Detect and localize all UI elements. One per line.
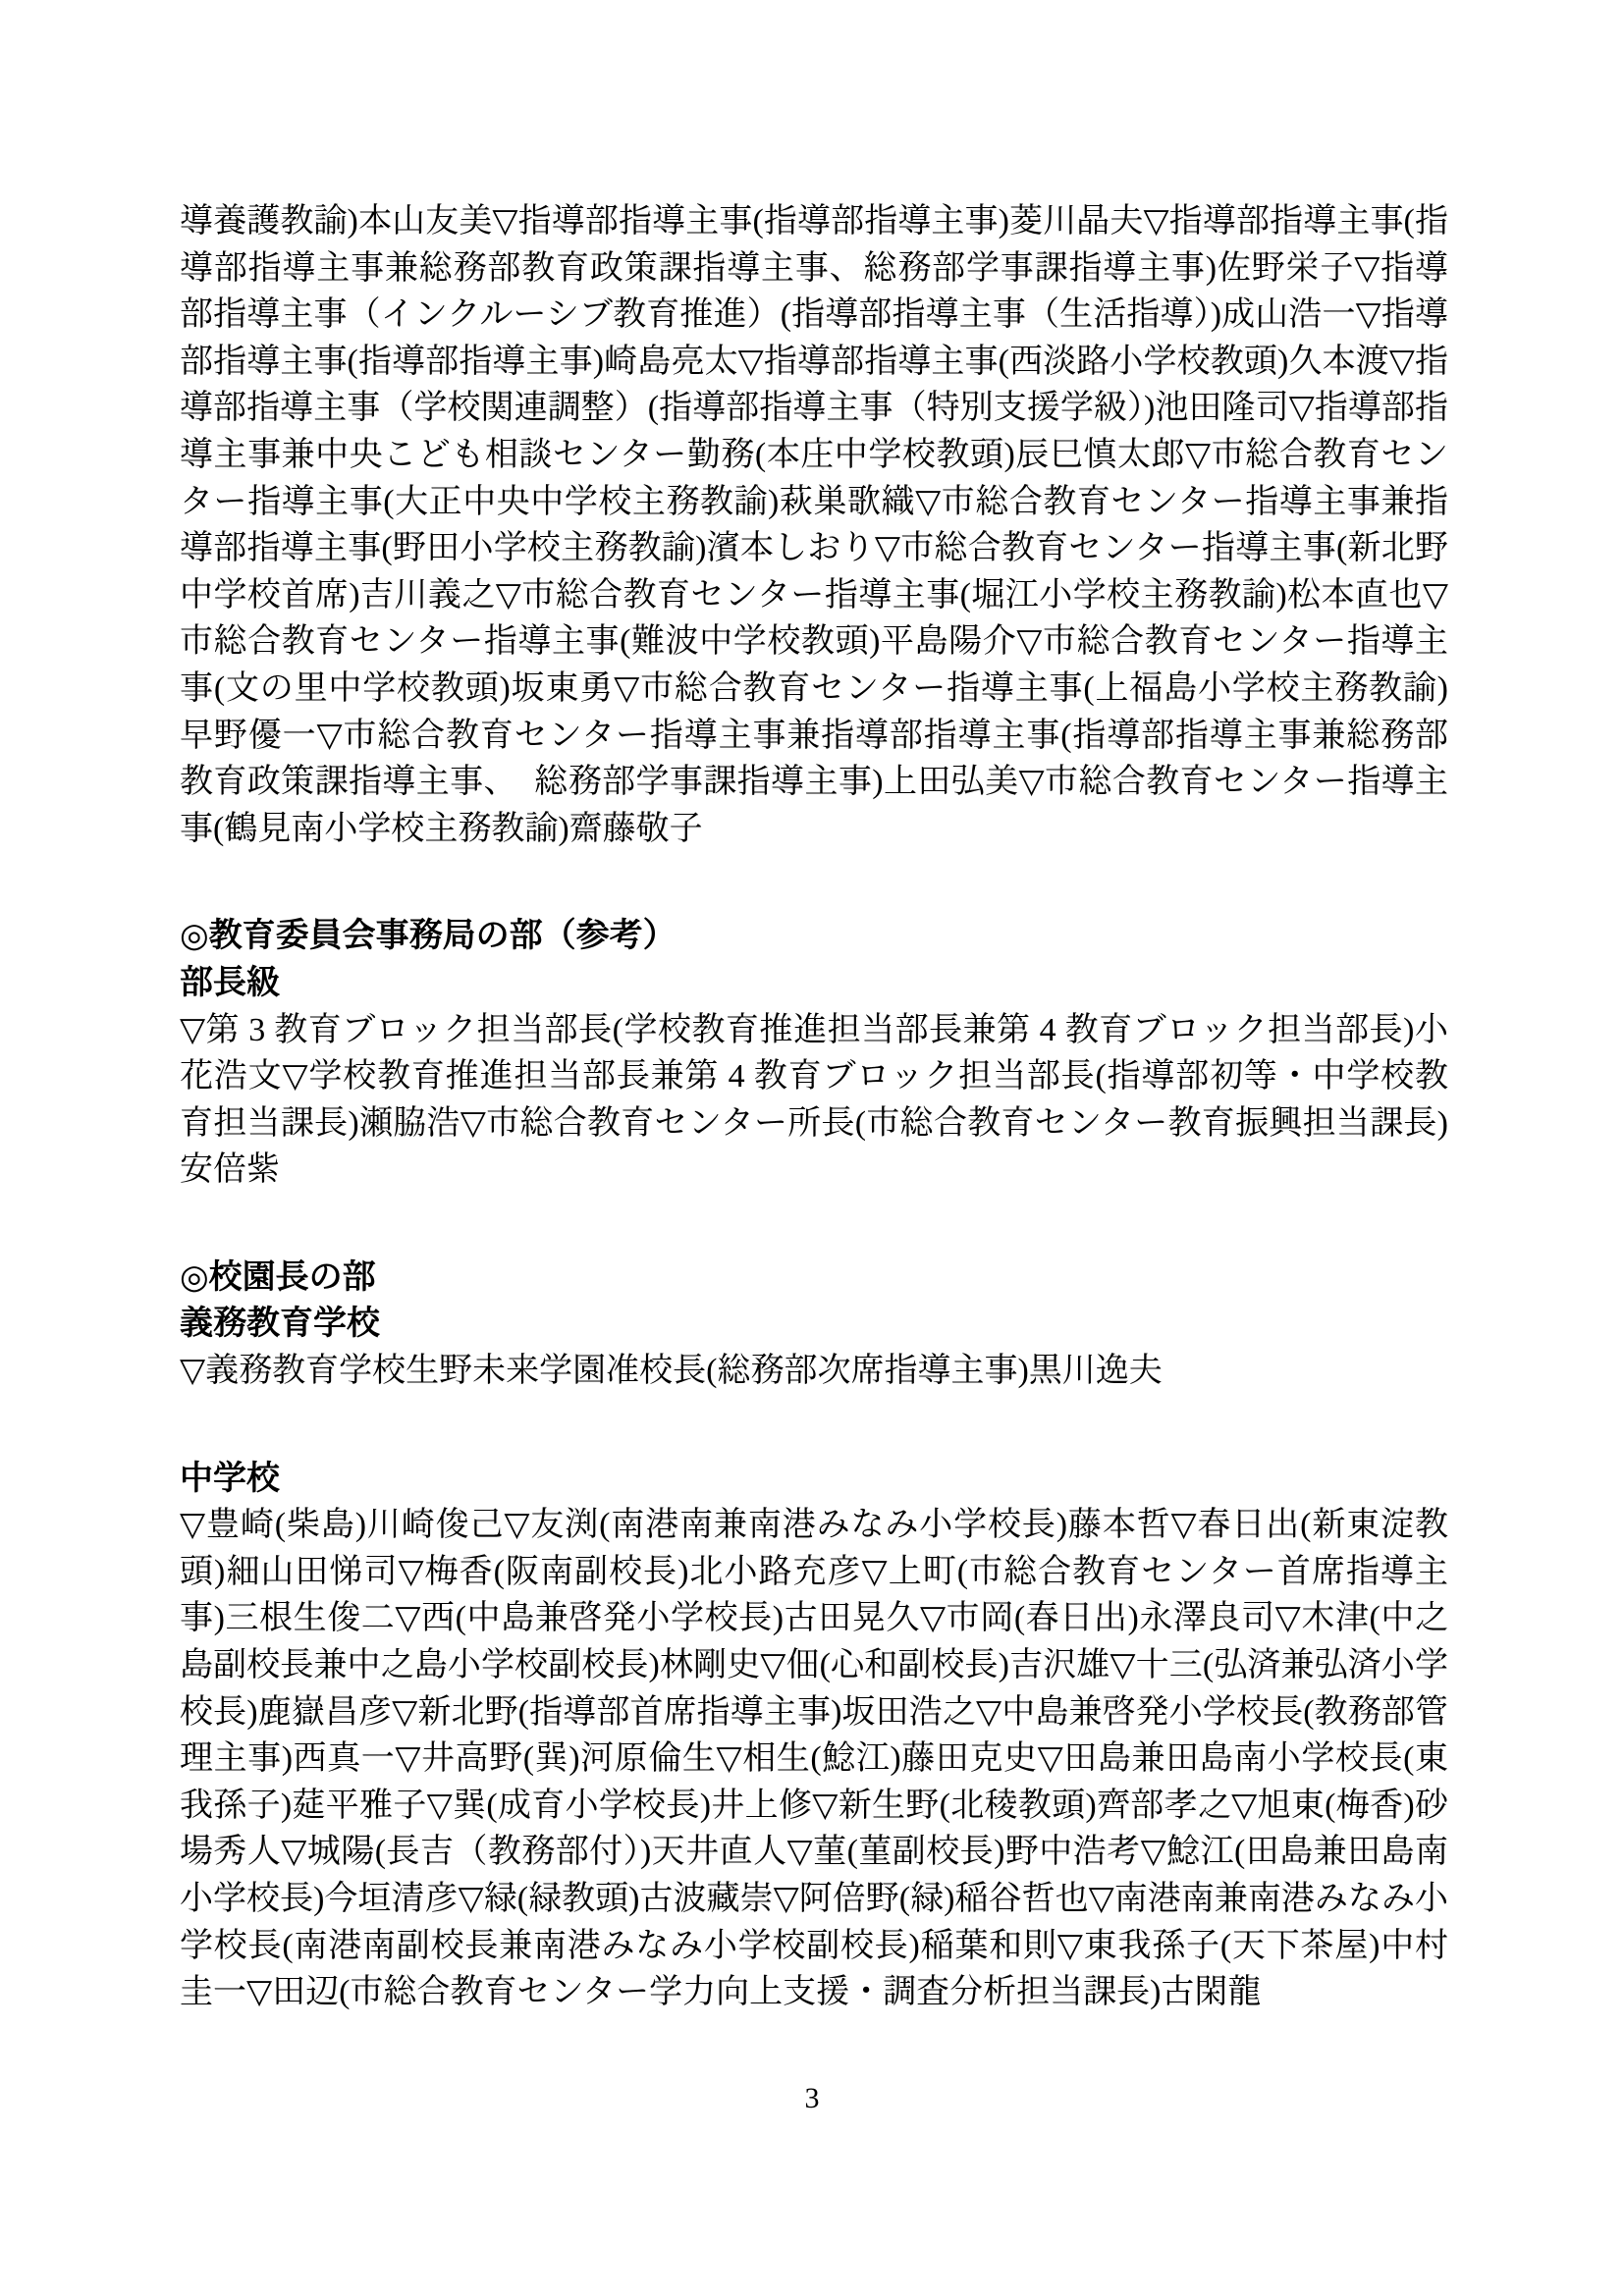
group-title-compulsory-education-school: 義務教育学校: [180, 1305, 380, 1343]
section-heading-board-secretariat: ◎教育委員会事務局の部（参考）: [180, 917, 677, 955]
section-heading-principals: ◎校園長の部: [180, 1257, 376, 1296]
group-title-junior-high-school: 中学校: [180, 1459, 280, 1497]
group-body-compulsory-education-school: ▽義務教育学校生野未来学園准校長(総務部次席指導主事)黒川逸夫: [180, 1353, 1163, 1390]
continuation-paragraph: 導養護教諭)本山友美▽指導部指導主事(指導部指導主事)菱川晶夫▽指導部指導主事(指導部指導主事兼総務部教育政策課指導主事、総務部学事課指導主事)佐野栄子▽指導部指導主事（インクルーシブ教育推進）(指導部指導主事（生活指導）)成山浩一▽指導部指導主事(指導部指導主事)崎島亮太▽指導部指導主事(西淡路小学校教頭)久本渡▽指導部指導主事（学校関連調整）(指導部指導主事（特別支援学級）)池田隆司▽指導部指導主事兼中央こども相談センター勤務(本庄中学校教頭)辰巳慎太郎▽市総合教育センター指導主事(大正中央中学校主務教諭)萩巣歌織▽市総合教育センター指導主事兼指導部指導主事(野田小学校主務教諭)濱本しおり▽市総合教育センター指導主事(新北野中学校首席)吉川義之▽市総合教育センター指導主事(堀江小学校主務教諭)松本直也▽市総合教育センター指導主事(難波中学校教頭)平島陽介▽市総合教育センター指導主事(文の里中学校教頭)坂東勇▽市総合教育センター指導主事(上福島小学校主務教諭)早野優一▽市総合教育センター指導主事兼指導部指導主事(指導部指導主事兼総務部教育政策課指導主事、 総務部学事課指導主事)上田弘美▽市総合教育センター指導主事(鶴見南小学校主務教諭)齋藤敬子: [180, 203, 1448, 847]
group-title-director-level: 部長級: [180, 963, 280, 1001]
group-body-director-level: ▽第 3 教育ブロック担当部長(学校教育推進担当部長兼第 4 教育ブロック担当部長)小花浩文▽学校教育推進担当部長兼第 4 教育ブロック担当部長(指導部初等・中学校教育担当課長)瀬脇浩▽市総合教育センター所長(市総合教育センター教育振興担当課長)安倍紫: [180, 1011, 1448, 1189]
page-content: [180, 198, 1448, 2016]
group-body-junior-high-school: ▽豊崎(柴島)川崎俊己▽友渕(南港南兼南港みなみ小学校長)藤本哲▽春日出(新東淀教頭)細山田悌司▽梅香(阪南副校長)北小路充彦▽上町(市総合教育センター首席指導主事)三根生俊二▽西(中島兼啓発小学校長)古田晃久▽市岡(春日出)永澤良司▽木津(中之島副校長兼中之島小学校副校長)林剛史▽佃(心和副校長)吉沢雄▽十三(弘済兼弘済小学校長)鹿嶽昌彦▽新北野(指導部首席指導主事)坂田浩之▽中島兼啓発小学校長(教務部管理主事)西真一▽井高野(巽)河原倫生▽相生(鯰江)藤田克史▽田島兼田島南小学校長(東我孫子)莚平雅子▽巽(成育小学校長)井上修▽新生野(北稜教頭)齊部孝之▽旭東(梅香)砂場秀人▽城陽(長吉（教務部付）)天井直人▽菫(菫副校長)野中浩考▽鯰江(田島兼田島南小学校長)今垣清彦▽緑(緑教頭)古波藏崇▽阿倍野(緑)稲谷哲也▽南港南兼南港みなみ小学校長(南港南副校長兼南港みなみ小学校副校長)稲葉和則▽東我孫子(天下茶屋)中村圭一▽田辺(市総合教育センター学力向上支援・調査分析担当課長)古閑龍: [180, 1507, 1448, 2011]
page-number: 3: [804, 2082, 820, 2114]
